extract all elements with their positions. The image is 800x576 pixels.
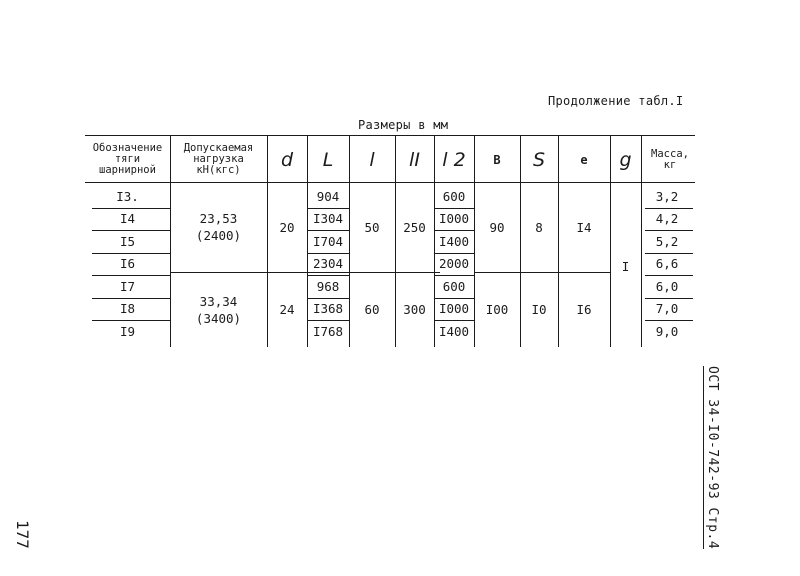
col-header-l2: l 2 bbox=[442, 148, 466, 171]
B-value: 90 bbox=[489, 219, 505, 235]
l1-value: 300 bbox=[403, 302, 426, 317]
load-cell bbox=[170, 182, 267, 272]
col-header-L: L bbox=[322, 148, 334, 171]
table-continuation-caption: Продолжение табл.I bbox=[548, 94, 684, 108]
col-header-g: g bbox=[619, 148, 632, 171]
col-header-S: S bbox=[532, 148, 546, 171]
col-header-l1: lI bbox=[409, 148, 420, 171]
col-header-B: В bbox=[493, 152, 501, 167]
col-header-mass-label: Масса, кг bbox=[651, 147, 689, 171]
designation-cell: I5 bbox=[119, 233, 136, 249]
load-value: 23,53 (2400) bbox=[195, 211, 242, 243]
dimensions-caption: Размеры в мм bbox=[358, 118, 449, 132]
L-value-cell: I304 bbox=[312, 211, 344, 227]
col-header-l: l bbox=[369, 148, 375, 171]
designation-cell: I3. bbox=[116, 188, 139, 204]
col-header-mass bbox=[641, 137, 699, 182]
d-value: 20 bbox=[279, 219, 295, 235]
l-value: 50 bbox=[364, 219, 380, 235]
L-value-cell: I704 bbox=[312, 233, 344, 249]
load-cell bbox=[170, 272, 267, 347]
L-value-cell: I768 bbox=[312, 323, 344, 339]
mass-value-cell: 7,0 bbox=[655, 301, 679, 317]
col-header-designation bbox=[85, 137, 170, 182]
L-value-cell: 904 bbox=[316, 188, 340, 204]
l2-value-cell: I400 bbox=[438, 323, 470, 339]
l2-value-cell: 600 bbox=[442, 278, 466, 294]
mass-value-cell: 5,2 bbox=[655, 233, 679, 249]
e-value: I6 bbox=[576, 302, 592, 317]
table-top-border bbox=[85, 135, 695, 136]
e-value: I4 bbox=[576, 219, 592, 235]
l2-value-cell: I000 bbox=[438, 211, 470, 227]
designation-cell: I7 bbox=[119, 278, 136, 294]
col-header-designation-label: Обозначение тяги шарнирной bbox=[92, 142, 163, 176]
S-value: 8 bbox=[535, 219, 543, 235]
l2-value-cell: 2000 bbox=[438, 256, 470, 272]
mass-value-cell: 6,0 bbox=[655, 278, 679, 294]
L-value-cell: 2304 bbox=[312, 256, 344, 272]
l-value: 60 bbox=[364, 302, 380, 317]
designation-cell: I6 bbox=[119, 256, 136, 272]
col-header-load bbox=[170, 137, 267, 182]
designation-cell: I9 bbox=[119, 323, 136, 339]
l2-value-cell: I400 bbox=[438, 233, 470, 249]
L-value-cell: I368 bbox=[312, 301, 344, 317]
L-value-cell: 968 bbox=[316, 278, 340, 294]
mass-value-cell: 3,2 bbox=[655, 188, 679, 204]
l1-value: 250 bbox=[403, 219, 426, 235]
mass-value-cell: 4,2 bbox=[655, 211, 679, 227]
B-value: I00 bbox=[485, 302, 509, 317]
S-value: I0 bbox=[531, 302, 547, 317]
designation-cell: I4 bbox=[119, 211, 136, 227]
page-number: 177 bbox=[13, 520, 32, 549]
standard-reference-label: ОСТ 34-I0-742-93 Стр.4 bbox=[705, 366, 720, 550]
col-header-e: е bbox=[580, 152, 588, 167]
load-value: 33,34 (3400) bbox=[195, 293, 242, 326]
l2-value-cell: I000 bbox=[438, 301, 470, 317]
mass-value-cell: 9,0 bbox=[655, 323, 679, 339]
mass-value-cell: 6,6 bbox=[655, 256, 679, 272]
col-header-load-label: Допускаемая нагрузка кН(кгс) bbox=[183, 142, 254, 176]
d-value: 24 bbox=[279, 302, 295, 317]
designation-cell: I8 bbox=[119, 301, 136, 317]
g-value: I bbox=[621, 258, 630, 274]
col-header-d: d bbox=[280, 148, 294, 171]
l2-value-cell: 600 bbox=[442, 188, 466, 204]
